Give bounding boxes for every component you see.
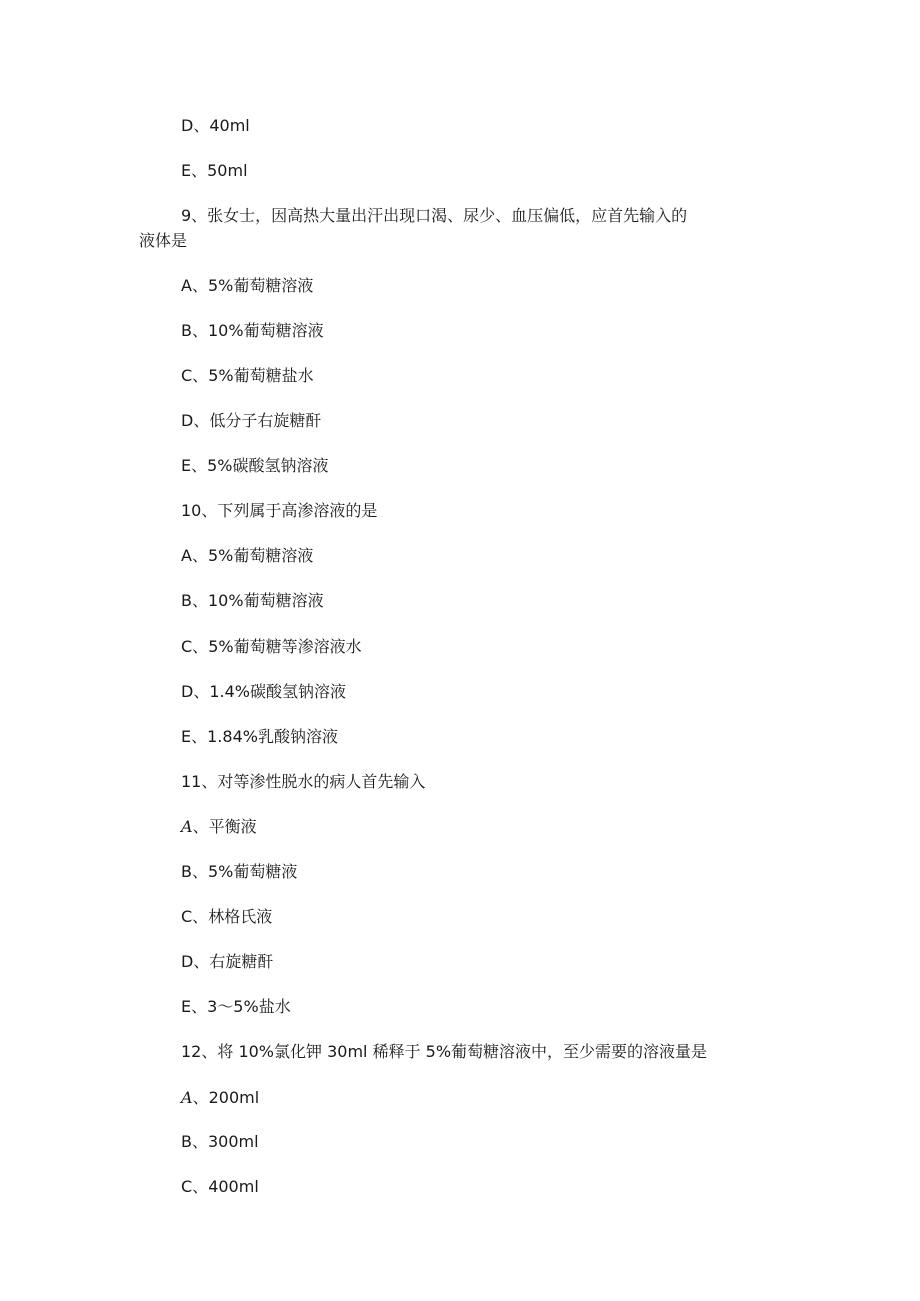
option-letter: D — [181, 682, 194, 701]
q11-option-d: D、右旋糖酐 — [181, 952, 274, 971]
option-letter: B — [181, 321, 192, 340]
option-letter: C — [181, 907, 193, 926]
option-text: 10%葡萄糖溶液 — [208, 591, 324, 610]
option-letter: E — [181, 997, 192, 1016]
option-text: 5%碳酸氢钠溶液 — [207, 456, 329, 475]
option-letter: E — [181, 161, 192, 180]
option-letter: A — [181, 1088, 193, 1107]
q12-option-b: B、300ml — [181, 1132, 259, 1151]
option-text: 低分子右旋糖酐 — [209, 411, 322, 430]
option-text: 400ml — [208, 1177, 259, 1196]
option-text: 5%葡萄糖等渗溶液水 — [208, 637, 362, 656]
option-text: 5%葡萄糖溶液 — [207, 276, 314, 295]
option-text: 1.84%乳酸钠溶液 — [207, 727, 338, 746]
option-text: 300ml — [208, 1132, 259, 1151]
option-text: 5%葡萄糖盐水 — [208, 366, 314, 385]
option-text: 40ml — [209, 116, 250, 135]
q9-option-a: A、5%葡萄糖溶液 — [181, 276, 314, 295]
q8-option-d: D、40ml — [181, 116, 250, 135]
q10-option-b: B、10%葡萄糖溶液 — [181, 591, 324, 610]
q9-option-d: D、低分子右旋糖酐 — [181, 411, 322, 430]
option-text: 10%葡萄糖溶液 — [208, 321, 324, 340]
q9-option-b: B、10%葡萄糖溶液 — [181, 321, 324, 340]
option-letter: E — [181, 456, 192, 475]
q10-option-a: A、5%葡萄糖溶液 — [181, 546, 314, 565]
option-letter: A — [181, 276, 192, 295]
q12-stem: 12、将 10%氯化钾 30ml 稀释于 5%葡萄糖溶液中，至少需要的溶液量是 — [181, 1042, 708, 1061]
q11-option-a: A、平衡液 — [181, 817, 257, 836]
q11-option-c: C、林格氏液 — [181, 907, 273, 926]
q9-option-c: C、5%葡萄糖盐水 — [181, 366, 314, 385]
option-text: 3～5%盐水 — [207, 997, 291, 1016]
option-letter: C — [181, 1177, 193, 1196]
option-letter: A — [181, 546, 192, 565]
q9-stem-line1: 9、张女士，因高热大量出汗出现口渴、尿少、血压偏低，应首先输入的 — [181, 206, 688, 225]
q10-stem: 10、下列属于高渗溶液的是 — [181, 501, 378, 520]
q10-option-e: E、1.84%乳酸钠溶液 — [181, 727, 338, 746]
option-text: 200ml — [208, 1088, 260, 1107]
q10-option-d: D、1.4%碳酸氢钠溶液 — [181, 682, 346, 701]
option-letter: B — [181, 1132, 192, 1151]
q9-option-e: E、5%碳酸氢钠溶液 — [181, 456, 329, 475]
option-letter: C — [181, 366, 193, 385]
q10-option-c: C、5%葡萄糖等渗溶液水 — [181, 637, 362, 656]
q9-stem-line2: 液体是 — [139, 231, 188, 250]
q8-option-e: E、50ml — [181, 161, 248, 180]
option-letter: B — [181, 862, 192, 881]
option-text: 5%葡萄糖溶液 — [207, 546, 314, 565]
q12-option-a: A、200ml — [181, 1088, 260, 1107]
option-text: 右旋糖酐 — [209, 952, 274, 971]
q12-option-c: C、400ml — [181, 1177, 259, 1196]
option-text: 1.4%碳酸氢钠溶液 — [209, 682, 346, 701]
q11-stem: 11、对等渗性脱水的病人首先输入 — [181, 772, 426, 791]
option-text: 50ml — [207, 161, 248, 180]
option-letter: C — [181, 637, 193, 656]
q11-option-b: B、5%葡萄糖液 — [181, 862, 298, 881]
option-letter: D — [181, 952, 194, 971]
option-text: 5%葡萄糖液 — [208, 862, 298, 881]
option-letter: A — [181, 817, 193, 836]
q11-option-e: E、3～5%盐水 — [181, 997, 291, 1016]
option-letter: D — [181, 411, 194, 430]
option-letter: D — [181, 116, 194, 135]
option-text: 平衡液 — [208, 817, 257, 836]
option-letter: E — [181, 727, 192, 746]
option-letter: B — [181, 591, 192, 610]
option-text: 林格氏液 — [208, 907, 273, 926]
